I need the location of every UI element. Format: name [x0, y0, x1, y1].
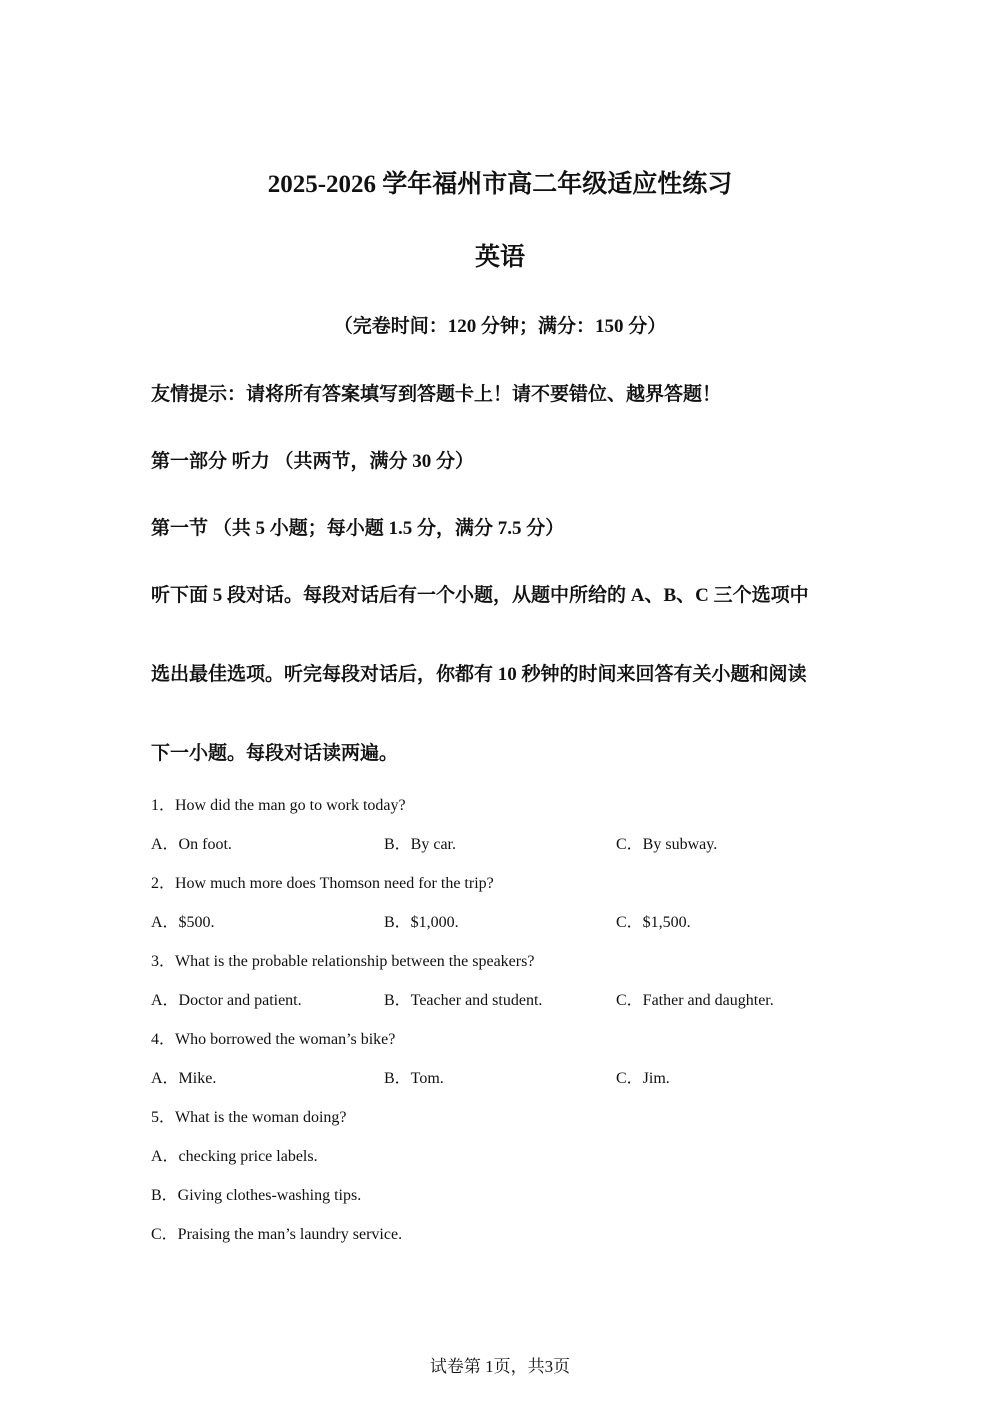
page-footer: 试卷第 1页，共3页 [429, 1357, 571, 1376]
question-2-option-c: C．$1,500. [616, 914, 691, 931]
section1-heading: 第一节 （共 5 小题；每小题 1.5 分，满分 7.5 分） [151, 518, 565, 539]
question-1-text: 1．How did the man go to work today? [151, 797, 406, 814]
question-4-option-b: B．Tom. [384, 1070, 444, 1087]
question-4-option-a: A．Mike. [151, 1070, 217, 1087]
time-info: （完卷时间：120 分钟；满分：150 分） [333, 316, 667, 337]
question-1-option-b: B．By car. [384, 836, 456, 853]
question-2-option-b: B．$1,000. [384, 914, 459, 931]
question-5-option-b: B．Giving clothes-washing tips. [151, 1187, 362, 1204]
instruction-line-3: 下一小题。每段对话读两遍。 [151, 743, 399, 764]
question-2-text: 2．How much more does Thomson need for the trip? [151, 875, 494, 892]
subject-title: 英语 [474, 244, 525, 271]
question-5-option-c: C．Praising the man’s laundry service. [151, 1226, 403, 1243]
instruction-line-1: 听下面 5 段对话。每段对话后有一个小题，从题中所给的 A、B、C 三个选项中 [151, 585, 809, 606]
question-1-option-c: C．By subway. [616, 836, 718, 853]
question-1-option-a: A．On foot. [151, 836, 232, 853]
part1-heading: 第一部分 听力 （共两节，满分 30 分） [151, 451, 475, 472]
question-3-option-b: B．Teacher and student. [384, 992, 543, 1009]
question-3-option-a: A．Doctor and patient. [151, 992, 302, 1009]
friendly-notice: 友情提示：请将所有答案填写到答题卡上！请不要错位、越界答题！ [151, 384, 722, 405]
question-3-text: 3．What is the probable relationship between the speakers? [151, 953, 535, 970]
instruction-line-2: 选出最佳选项。听完每段对话后，你都有 10 秒钟的时间来回答有关小题和阅读 [151, 664, 807, 685]
question-2-option-a: A．$500. [151, 914, 215, 931]
question-4-option-c: C．Jim. [616, 1070, 670, 1087]
exam-title: 2025-2026 学年福州市高二年级适应性练习 [267, 171, 733, 198]
question-3-option-c: C．Father and daughter. [616, 992, 774, 1009]
question-4-text: 4．Who borrowed the woman’s bike? [151, 1031, 396, 1048]
question-5-option-a: A．checking price labels. [151, 1148, 318, 1165]
question-5-text: 5．What is the woman doing? [151, 1109, 347, 1126]
